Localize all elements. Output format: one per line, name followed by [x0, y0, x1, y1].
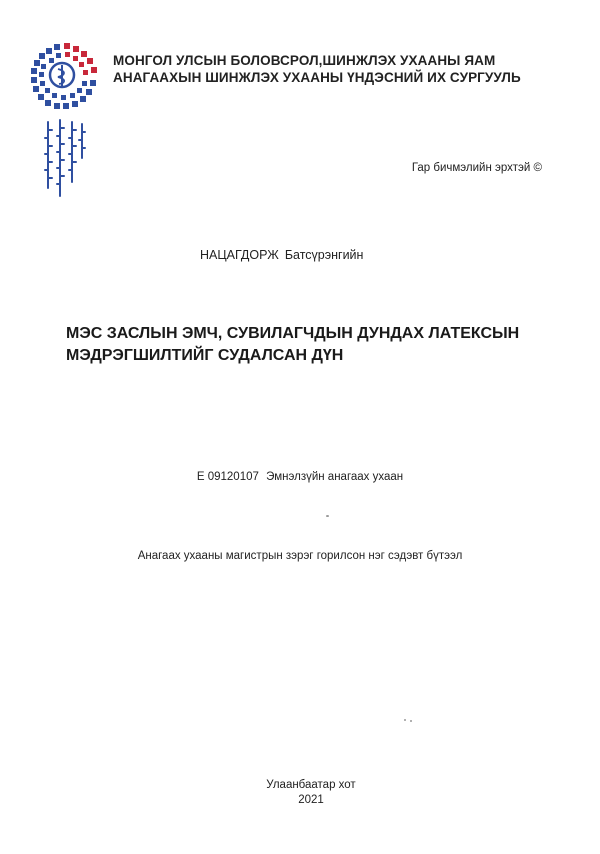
university-name: АНАГААХЫН ШИНЖЛЭХ УХААНЫ ҮНДЭСНИЙ ИХ СУРГУУЛЬ [113, 70, 521, 85]
author-name [200, 248, 363, 262]
thesis-title [66, 323, 566, 367]
year: 2021 [298, 794, 324, 806]
scan-speck [404, 719, 406, 721]
specialty [0, 471, 600, 483]
scan-speck [326, 515, 329, 517]
degree-statement: Анагаах ухааны магистрын зэрэг горилсон нэг сэдэвт бүтээл [137, 550, 463, 562]
thesis-title-line-1: МЭС ЗАСЛЫН ЭМЧ, СУВИЛАГЧДЫН ДУНДАХ ЛАТЕКСЫН [66, 325, 520, 342]
traditional-script-emblem-text-icon [38, 118, 88, 200]
copyright-notice: Гар бичмэлийн эрхтэй © [411, 162, 542, 174]
university-logo-icon [28, 40, 100, 112]
author-given-name: Батсүрэнгийн [284, 248, 364, 262]
specialty-code: E 09120107 [196, 471, 259, 483]
author-surname: НАЦАГДОРЖ [200, 248, 279, 262]
thesis-title-line-2: МЭДРЭГШИЛТИЙГ СУДАЛСАН ДҮН [66, 347, 344, 364]
specialty-name: Эмнэлзүйн анагаах ухаан [266, 471, 404, 483]
ministry-name: МОНГОЛ УЛСЫН БОЛОВСРОЛ,ШИНЖЛЭХ УХААНЫ ЯАМ [113, 53, 496, 68]
city: Улаанбаатар хот [266, 779, 356, 791]
scan-speck [410, 720, 412, 722]
